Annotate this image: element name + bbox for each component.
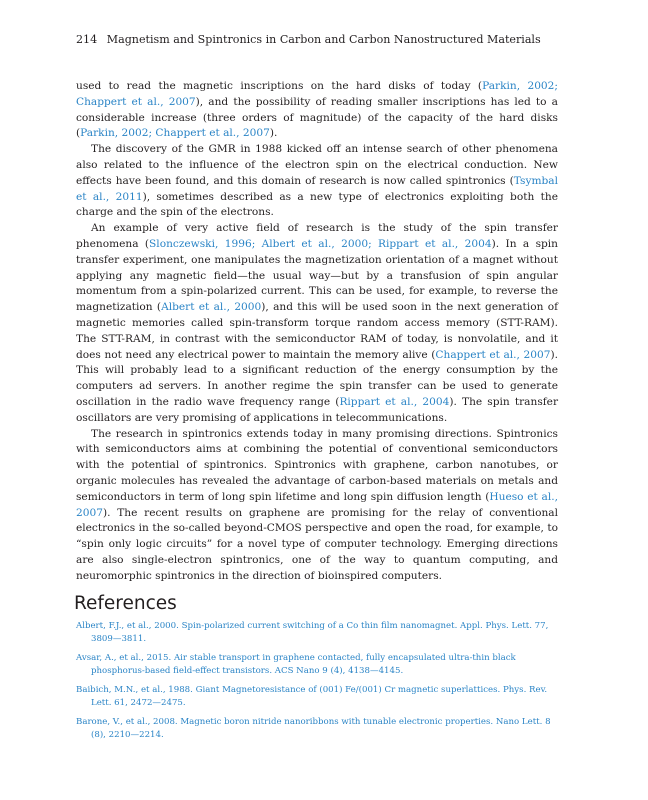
text-run: ), sometimes described as a new type of electronics exploiting both the charge and the spin of the electrons.	[76, 190, 558, 219]
paragraph	[76, 142, 558, 221]
text-run: The research in spintronics extends today in many promising directions. Spintronics with semiconductors aims at combining the potential of conventional semiconductors with the potential of spintronics. Spintronics with graphene, carbon nanotubes, or organic molecules has revealed the advantage of carbon-based materials on metals and semiconductors in term of long spin lifetime and long spin diffusion length (	[76, 427, 558, 503]
text-run: An example of very active field of research is the study of the spin transfer phenomena (	[76, 222, 558, 250]
citation-link[interactable]: Tsymbal et al., 2011	[76, 174, 558, 203]
citation-link[interactable]: Parkin, 2002; Chappert et al., 2007	[76, 80, 558, 108]
reference-list	[76, 620, 558, 748]
citation-link[interactable]: Hueso et al., 2007	[76, 490, 558, 519]
text-run: ), and this will be used soon in the next generation of magnetic memories called spin-transform torque random access memory (STT-RAM). The STT-RAM, in contrast with the semiconductor RAM of today, is nonvolatile, and it does not need any electrical power to maintain the memory alive (	[76, 301, 558, 361]
paragraph	[76, 427, 558, 585]
paragraph	[76, 221, 558, 426]
text-run: ).	[269, 127, 278, 140]
text-run: ). The spin transfer oscillators are very promising of applications in telecommunications.	[76, 395, 559, 424]
reference-item[interactable]: Albert, F.J., et al., 2000. Spin-polarized current switching of a Co thin film nanomagnet. Appl. Phys. Lett. 77, 3809—3811.	[76, 621, 549, 644]
citation-link[interactable]: Albert et al., 2000	[161, 301, 262, 314]
paragraph	[76, 79, 558, 142]
running-header	[76, 33, 576, 47]
page-number: 214	[76, 33, 98, 46]
citation-link[interactable]: Rippart et al., 2004	[339, 395, 450, 408]
text-run: ), and the possibility of reading smaller inscriptions has led to a considerable increase (three orders of magnitude) of the capacity of the hard disks (	[76, 95, 558, 140]
text-run: The discovery of the GMR in 1988 kicked off an intense search of other phenomena also related to the influence of the electron spin on the electrical conduction. New effects have been found, and this domain of research is now called spintronics (	[76, 143, 558, 187]
text-run: used to read the magnetic inscriptions on the hard disks of today (	[76, 80, 483, 92]
citation-link[interactable]: Chappert et al., 2007	[435, 348, 551, 361]
text-run: ). The recent results on graphene are promising for the relay of conventional electronics in the so-called beyond-CMOS perspective and open the road, for example, to “spin only logic circuits” for a novel type of computer technology. Emerging directions are also single-electron spintronics, one of the way to quantum computing, and neuromorphic spintronics in the direction of bioinspired computers.	[76, 506, 558, 582]
references-heading: References	[74, 593, 177, 614]
body-text	[76, 79, 558, 585]
reference-item[interactable]: Baibich, M.N., et al., 1988. Giant Magnetoresistance of (001) Fe/(001) Cr magnetic superlattices. Phys. Rev. Lett. 61, 2472—2475.	[76, 685, 548, 708]
text-run: ). This will probably lead to a significant reduction of the energy consumption by the computers ad servers. In another regime the spin transfer can be used to generate oscillation in the radio wave frequency range (	[76, 348, 558, 408]
citation-link[interactable]: Parkin, 2002; Chappert et al., 2007	[80, 127, 270, 140]
reference-item[interactable]: Barone, V., et al., 2008. Magnetic boron nitride nanoribbons with tunable electronic properties. Nano Lett. 8 (8), 2210—2214.	[76, 717, 551, 740]
text-run: ). In a spin transfer experiment, one manipulates the magnetization orientation of a magnet without applying any magnetic field—the usual way—but by a transfusion of spin angular momentum from a spin-polarized current. This can be used, for example, to reverse the magnetization (	[76, 237, 559, 314]
citation-link[interactable]: Slonczewski, 1996; Albert et al., 2000; Rippart et al., 2004	[149, 237, 492, 250]
running-title: Magnetism and Spintronics in Carbon and Carbon Nanostructured Materials	[106, 33, 541, 46]
reference-item[interactable]: Avsar, A., et al., 2015. Air stable transport in graphene contacted, fully encapsulated ultra-thin black phosphorus-based field-effect transistors. ACS Nano 9 (4), 4138—4145.	[76, 653, 516, 676]
